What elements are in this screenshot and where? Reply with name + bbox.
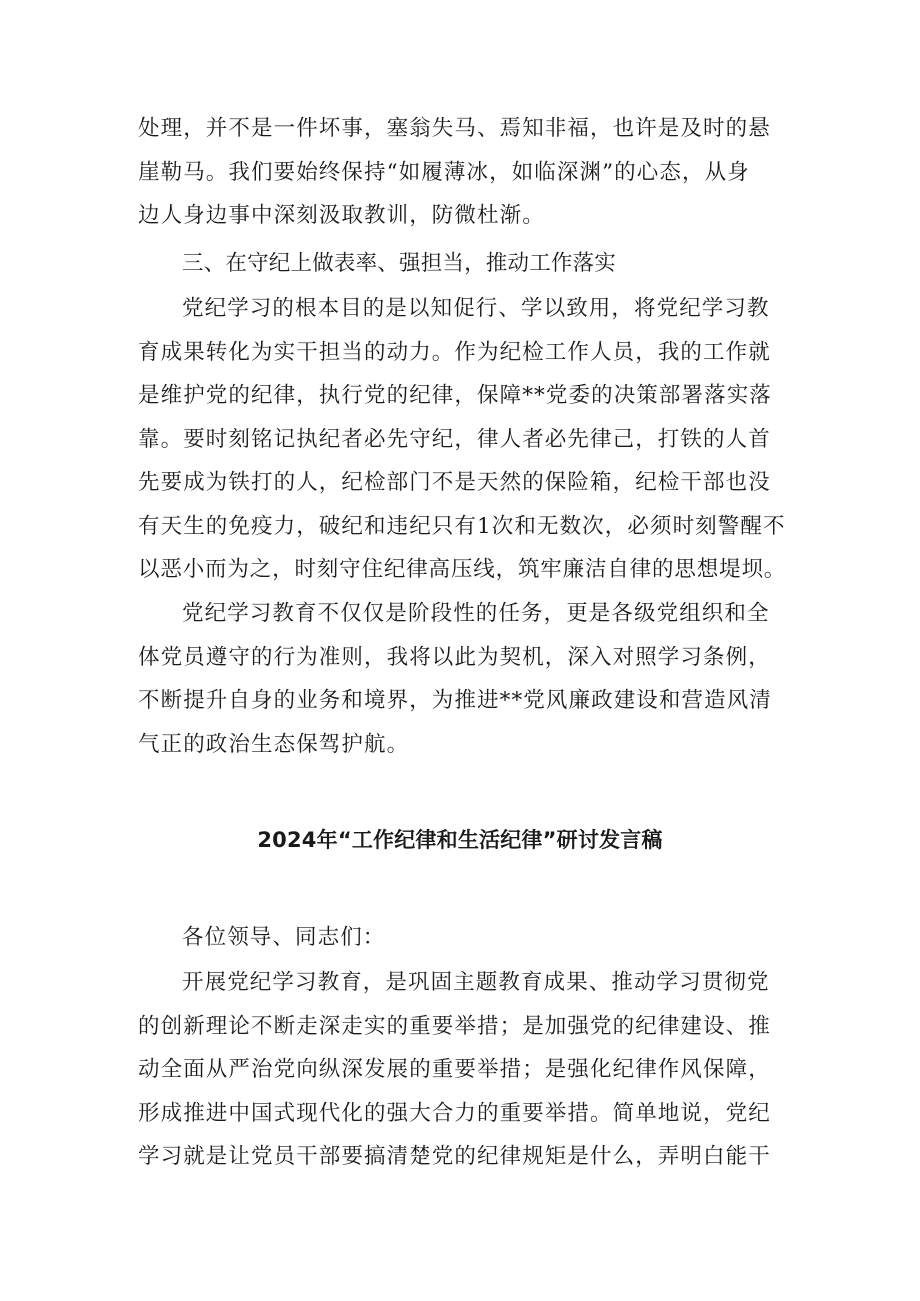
text-line: 崖勒马。我们要始终保持“如履薄冰，如临深渊”的心态，从身 [138, 159, 750, 185]
salutation: 各位领导、同志们： [182, 925, 386, 950]
section-heading-block [138, 242, 788, 286]
salutation-block [138, 916, 788, 960]
text-line: 以恶小而为之，时刻守住纪律高压线，筑牢廉洁自律的思想堤坝。 [138, 557, 787, 582]
text-line: 先要成为铁打的人，纪检部门不是天然的保险箱，纪检干部也没 [138, 470, 771, 495]
paragraph-conclusion [138, 592, 788, 766]
section-heading: 三、在守纪上做表率、强担当，推动工作落实 [182, 251, 617, 276]
text-line: 气正的政治生态保驾护航。 [138, 731, 410, 757]
text-line: 的创新理论不断走深走实的重要举措；是加强党的纪律建设、推 [138, 1013, 771, 1039]
text-line: 学习就是让党员干部要搞清楚党的纪律规矩是什么，弄明白能干 [138, 1144, 771, 1169]
text-line: 育成果转化为实干担当的动力。作为纪检工作人员，我的工作就 [138, 339, 771, 365]
text-line: 体党员遵守的行为准则，我将以此为契机，深入对照学习条例， [138, 644, 771, 670]
text-line: 形成推进中国式现代化的强大合力的重要举措。简单地说，党纪 [138, 1100, 771, 1126]
text-line: 开展党纪学习教育，是巩固主题教育成果、推动学习贯彻党 [182, 970, 770, 995]
text-line: 靠。要时刻铭记执纪者必先守纪，律人者必先律己，打铁的人首 [138, 426, 771, 452]
previous-paragraph [138, 107, 788, 238]
paragraph-discipline-practice [138, 287, 788, 592]
text-line: 党纪学习的根本目的是以知促行、学以致用，将党纪学习教 [182, 296, 770, 321]
document-title: 2024年“工作纪律和生活纪律”研讨发言稿 [257, 828, 663, 852]
text-line: 边人身边事中深刻汲取教训，防微杜渐。 [138, 203, 545, 228]
text-line: 是维护党的纪律，执行党的纪律，保障**党委的决策部署落实落 [138, 383, 772, 408]
text-line: 有天生的免疫力，破纪和违纪只有1次和无数次，必须时刻警醒不 [138, 513, 786, 539]
text-line: 处理，并不是一件坏事，塞翁失马、焉知非福，也许是及时的悬 [138, 116, 771, 141]
text-line: 党纪学习教育不仅仅是阶段性的任务，更是各级党组织和全 [182, 601, 770, 626]
text-line: 不断提升自身的业务和境界，为推进**党风廉政建设和营造风清 [138, 688, 772, 713]
text-line: 动全面从严治党向纵深发展的重要举措；是强化纪律作风保障， [138, 1057, 771, 1082]
paragraph-opening [138, 961, 788, 1179]
